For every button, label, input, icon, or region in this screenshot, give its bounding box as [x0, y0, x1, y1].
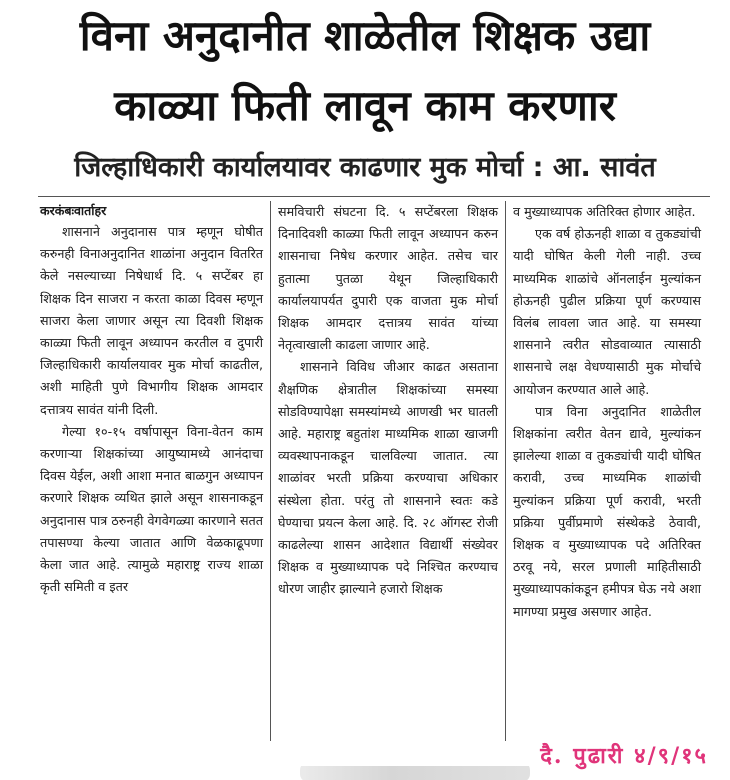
paragraph: समविचारी संघटना दि. ५ सप्टेंबरला शिक्षक दिनादिवशी काळ्या फिती लावून अध्यापन करुन शासनाचा निषेध करणार आहेत. तसेच चार हुतात्मा पुतळा येथून जिल्हाधिकारी कार्यालयापर्यत दुपारी एक वाजता मुक मोर्चा शिक्षक आमदार दत्तात्रय सावंत यांच्या नेतृत्वाखाली काढला जाणार आहे.: [278, 204, 498, 353]
paragraph: शासनाने विविध जीआर काढत असताना शैक्षणिक क्षेत्रातील शिक्षकांच्या समस्या सोडविण्यापेक्षा समस्यांमध्ये आणखी भर घातली आहे. महाराष्ट्र बहुतांश माध्यमिक शाळा खाजगी व्यवस्थापनाकडून चालविल्या जातात. त्या शाळांवर भरती प्रक्रिया करण्याचा अधिकार संस्थेला होता. परंतु तो शासनाने स्वतः कडे घेण्याचा प्रयत्न केला आहे. दि. २८ ऑगस्ट रोजी काढलेल्या शासन आदेशात विद्यार्थी संख्येवर शिक्षक व मुख्याध्यापक पदे निश्चित करण्याच धोरण जाहीर झाल्याने हजारो शिक्षक: [278, 359, 498, 597]
headline-line-1: विना अनुदानीत शाळेतील शिक्षक उद्या: [79, 11, 651, 60]
article-column-1: [38, 201, 271, 741]
column-top-rule: [38, 196, 710, 197]
next-article-edge: [0, 766, 730, 780]
paragraph: शासनाने अनुदानास पात्र म्हणून घोषीत करुनही विनाअनुदानित शाळांना अनुदान वितरित केले नसल्याच्या निषेधार्थ दि. ५ सप्टेंबर हा शिक्षक दिन साजरा न करता काळा दिवस म्हणून साजरा केला जाणार असून त्या दिवशी शिक्षक काळ्या फिती लावून अध्यापन करतील व दुपारी जिल्हाधिकारी कार्यालयावर मुक मोर्चा काढतील, अशी माहिती पुणे विभागीय शिक्षक आमदार दत्तात्रय सावंत यांनी दिली.: [40, 224, 263, 417]
byline: करकंबःवार्ताहर: [40, 203, 107, 218]
article-body: [38, 201, 708, 741]
headline-line-2: काळ्या फिती लावून काम करणार: [114, 81, 616, 130]
cropped-heading-fragment: [300, 766, 530, 780]
article-column-2: [271, 201, 506, 741]
paragraph: व मुख्याध्यापक अतिरिक्त होणार आहेत.: [513, 204, 696, 219]
paragraph: एक वर्ष होऊनही शाळा व तुकड्यांची यादी घोषित केली गेली नाही. उच्च माध्यमिक शाळांचे ऑनलाईन मुल्यांकन होऊनही पुढील प्रक्रिया पूर्ण करण्यास विलंब लावला जात आहे. या समस्या शासनाने त्वरीत सोडवाव्यात त्यासाठी शासनाचे लक्ष वेधण्यासाठी मुक मोर्चाचे आयोजन करण्यात आले आहे.: [513, 226, 701, 397]
source-date-stamp: दै. पुढारी ४/९/१५: [540, 743, 708, 769]
subheadline: जिल्हाधिकारी कार्यालयावर काढणार मुक मोर्चा : आ. सावंत: [74, 152, 656, 183]
paragraph: पात्र विना अनुदानित शाळेतील शिक्षकांना त्वरीत वेतन द्यावे, मुल्यांकन झालेल्या शाळा व तुकड्यांची यादी घोषित करावी, उच्च माध्यमिक शाळांची मुल्यांकन प्रक्रिया पूर्ण करावी, भरती प्रक्रिया पुर्वीप्रमाणे संस्थेकडे ठेवावी, शिक्षक व मुख्याध्यापक पदे अतिरिक्त ठरवू नये, सरल प्रणाली माहितीसाठी मुख्याध्यापकांकडून हमीपत्र घेऊ नये अशा मागण्या प्रमुख असणार आहेत.: [513, 403, 701, 619]
paragraph: गेल्या १०-१५ वर्षापासून विना-वेतन काम करणाऱ्या शिक्षकांच्या आयुष्यामध्ये आनंदाचा दिवस येईल, अशी आशा मनात बाळगुन अध्यापन करणारे शिक्षक व्यथित झाले असून शासनाकडून अनुदानास पात्र ठरुनही वेगवेगळ्या कारणाने सतत तपासण्या केल्या जातात आणि वेळकाढूपणा केला जात आहे. त्यामुळे महाराष्ट्र राज्य शाळा कृती समिती व इतर: [40, 423, 263, 595]
article-column-3: [506, 201, 708, 741]
